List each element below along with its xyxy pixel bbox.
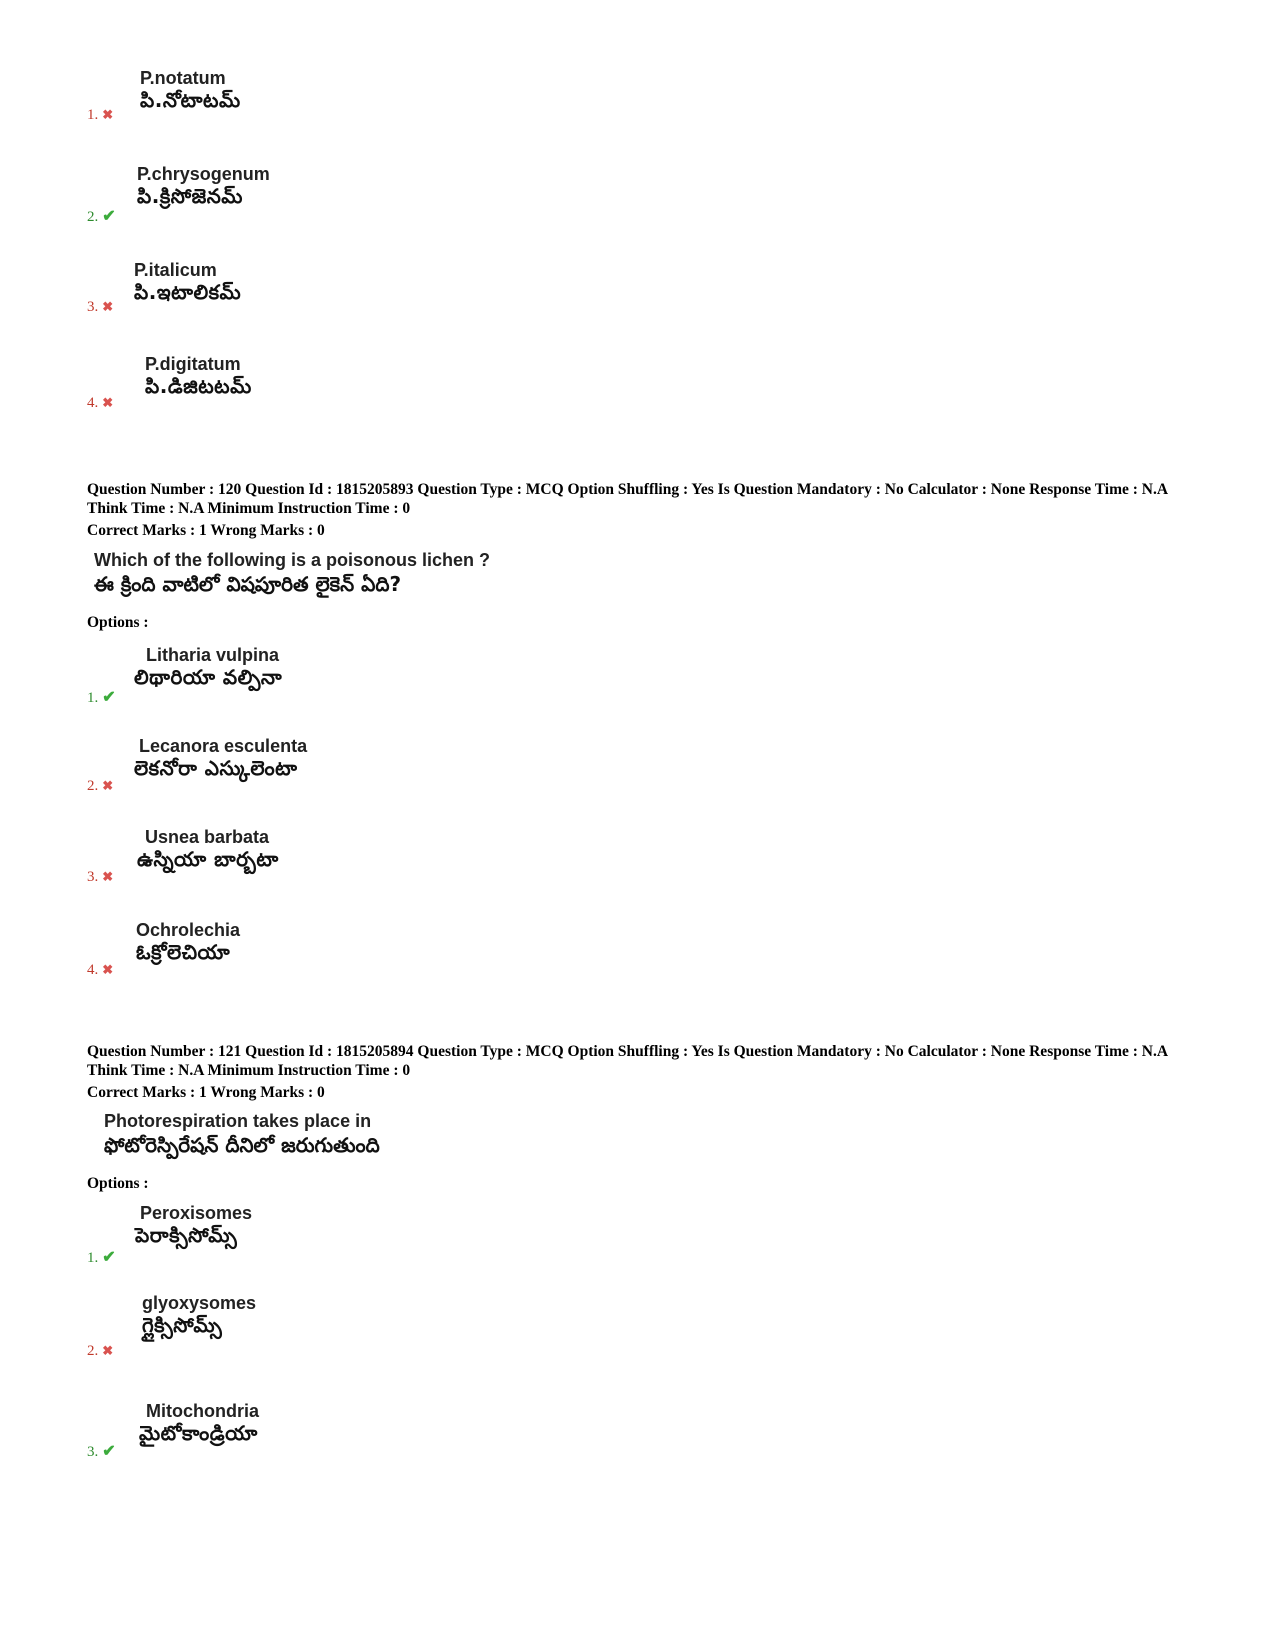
- option-text-english: Litharia vulpina: [146, 645, 280, 665]
- option-number: 2. ✖: [87, 778, 114, 794]
- options-label: Options :: [87, 614, 149, 631]
- option-text-english: Usnea barbata: [145, 827, 270, 847]
- option-text-telugu: ఓక్రోలెచియా: [136, 939, 231, 964]
- option-text-english: Lecanora esculenta: [139, 736, 308, 756]
- option-text-english: P.notatum: [140, 68, 226, 88]
- option-text-english: Mitochondria: [146, 1401, 259, 1421]
- option-text-english: P.chrysogenum: [137, 164, 270, 184]
- check-icon: ✔: [102, 1249, 116, 1266]
- option-image: [139, 1401, 259, 1445]
- option-image: [134, 645, 282, 689]
- cross-icon: ✖: [102, 869, 114, 884]
- check-icon: ✔: [102, 208, 116, 225]
- option-number: 2. ✖: [87, 1343, 114, 1359]
- option-image: [136, 920, 240, 964]
- question-meta: Question Number : 120 Question Id : 1815205893 Question Type : MCQ Option Shuffling : Yes Is Question Mandatory : No Calculator : None Response Time : N.A Think Time : N.A Minimum Instruction Time : 0: [87, 481, 1168, 517]
- question-text-english: Photorespiration takes place in: [104, 1111, 372, 1131]
- option-text-telugu: మైటోకాండ్రియా: [139, 1420, 258, 1445]
- options-label: Options :: [87, 1175, 149, 1192]
- option-text-telugu: లెకనోరా ఎస్కులెంటా: [134, 755, 298, 780]
- option-text-telugu: పి.డిజిటటమ్: [145, 373, 252, 398]
- question-marks: Correct Marks : 1 Wrong Marks : 0: [87, 522, 325, 539]
- option-text-english: P.digitatum: [145, 354, 241, 374]
- option-image: [134, 260, 241, 304]
- option-image: [145, 354, 252, 398]
- option-text-telugu: పి.ఇటాలికమ్: [134, 279, 242, 304]
- option-text-telugu: పి.క్రిసోజెనమ్: [137, 183, 243, 208]
- option-number: 4. ✖: [87, 395, 114, 411]
- cross-icon: ✖: [102, 395, 114, 410]
- cross-icon: ✖: [102, 299, 114, 314]
- option-text-telugu: లిథారియా వల్పినా: [134, 664, 283, 689]
- option-number: 2. ✔: [87, 208, 116, 225]
- question-text-telugu: ఈ క్రింది వాటిలో విషపూరిత లైకెన్ ఏది?: [94, 571, 402, 596]
- option-image: [142, 1293, 256, 1337]
- option-number: 3. ✖: [87, 299, 114, 315]
- option-number: 4. ✖: [87, 962, 114, 978]
- check-icon: ✔: [102, 1443, 116, 1460]
- option-image: [137, 827, 279, 871]
- option-image: [135, 1203, 252, 1247]
- question-text-english: Which of the following is a poisonous lichen ?: [94, 550, 490, 570]
- question-text-telugu: ఫోటోరెస్పిరేషన్ దీనిలో జరుగుతుంది: [104, 1132, 380, 1157]
- question-marks: Correct Marks : 1 Wrong Marks : 0: [87, 1084, 325, 1101]
- option-text-english: Ochrolechia: [136, 920, 241, 940]
- cross-icon: ✖: [102, 107, 114, 122]
- check-icon: ✔: [102, 689, 116, 706]
- cross-icon: ✖: [102, 778, 114, 793]
- option-number: 3. ✖: [87, 869, 114, 885]
- question-text: [94, 550, 490, 596]
- option-text-telugu: పెరాక్సిసోమ్స్: [135, 1222, 238, 1247]
- option-image: [134, 736, 307, 780]
- option-text-telugu: పి.నోటాటమ్: [140, 87, 241, 112]
- question-meta: Question Number : 121 Question Id : 1815205894 Question Type : MCQ Option Shuffling : Yes Is Question Mandatory : No Calculator : None Response Time : N.A Think Time : N.A Minimum Instruction Time : 0: [87, 1043, 1168, 1079]
- cross-icon: ✖: [102, 962, 114, 977]
- option-text-english: glyoxysomes: [142, 1293, 257, 1313]
- option-image: [140, 68, 241, 112]
- option-text-english: P.italicum: [134, 260, 217, 280]
- option-text-telugu: ఉస్నియా బార్బటా: [137, 846, 279, 871]
- option-number: 1. ✔: [87, 689, 116, 706]
- cross-icon: ✖: [102, 1343, 114, 1358]
- option-text-english: Peroxisomes: [140, 1203, 253, 1223]
- option-number: 3. ✔: [87, 1443, 116, 1460]
- question-text: [104, 1111, 380, 1157]
- option-image: [137, 164, 270, 208]
- option-text-telugu: గ్లైక్సిసోమ్స్: [142, 1312, 223, 1337]
- option-number: 1. ✔: [87, 1249, 116, 1266]
- option-number: 1. ✖: [87, 107, 114, 123]
